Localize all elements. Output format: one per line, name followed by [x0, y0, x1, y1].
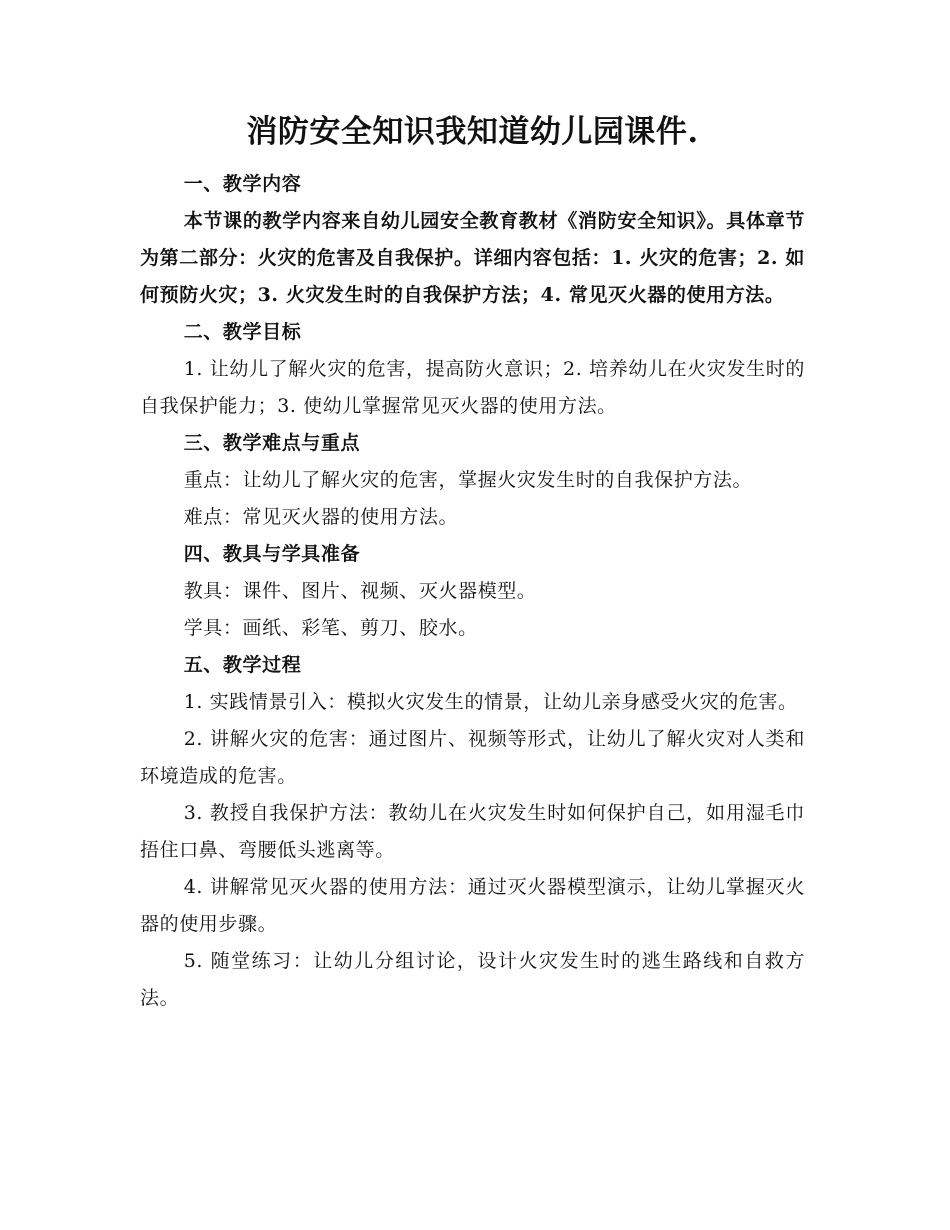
section-2-paragraph-1: 1. 让幼儿了解火灾的危害，提高防火意识；2. 培养幼儿在火灾发生时的自我保护能力；3. 使幼儿掌握常见灭火器的使用方法。 [140, 358, 805, 417]
section-4-paragraph-2: 学具：画纸、彩笔、剪刀、胶水。 [183, 617, 478, 639]
section-5-paragraph-1: 1. 实践情景引入：模拟火灾发生的情景，让幼儿亲身感受火灾的危害。 [183, 691, 798, 713]
section-5-paragraph-4: 4. 讲解常见灭火器的使用方法：通过灭火器模型演示，让幼儿掌握灭火器的使用步骤。 [140, 876, 805, 935]
document-title: 消防安全知识我知道幼儿园课件. [246, 114, 699, 150]
section-1-paragraph-1: 本节课的教学内容来自幼儿园安全教育教材《消防安全知识》。具体章节为第二部分：火灾的危害及自我保护。详细内容包括：1. 火灾的危害；2. 如何预防火灾；3. 火灾发生时的自我保护方法；4. 常见灭火器的使用方法。 [140, 210, 805, 306]
section-3-paragraph-2: 难点：常见灭火器的使用方法。 [183, 506, 459, 528]
section-3-paragraph-1: 重点：让幼儿了解火灾的危害，掌握火灾发生时的自我保护方法。 [183, 469, 753, 491]
section-5-paragraph-2: 2. 讲解火灾的危害：通过图片、视频等形式，让幼儿了解火灾对人类和环境造成的危害。 [140, 728, 805, 787]
section-heading-1: 一、教学内容 [183, 173, 302, 195]
document-page [140, 112, 805, 1017]
section-heading-5: 五、教学过程 [183, 654, 302, 676]
section-heading-2: 二、教学目标 [183, 321, 302, 343]
section-5-paragraph-3: 3. 教授自我保护方法：教幼儿在火灾发生时如何保护自己，如用湿毛巾捂住口鼻、弯腰低头逃离等。 [140, 802, 805, 861]
section-4-paragraph-1: 教具：课件、图片、视频、灭火器模型。 [183, 580, 537, 602]
section-5-paragraph-5: 5. 随堂练习：让幼儿分组讨论，设计火灾发生时的逃生路线和自救方法。 [140, 950, 805, 1009]
section-heading-3: 三、教学难点与重点 [183, 432, 361, 454]
section-heading-4: 四、教具与学具准备 [183, 543, 361, 565]
